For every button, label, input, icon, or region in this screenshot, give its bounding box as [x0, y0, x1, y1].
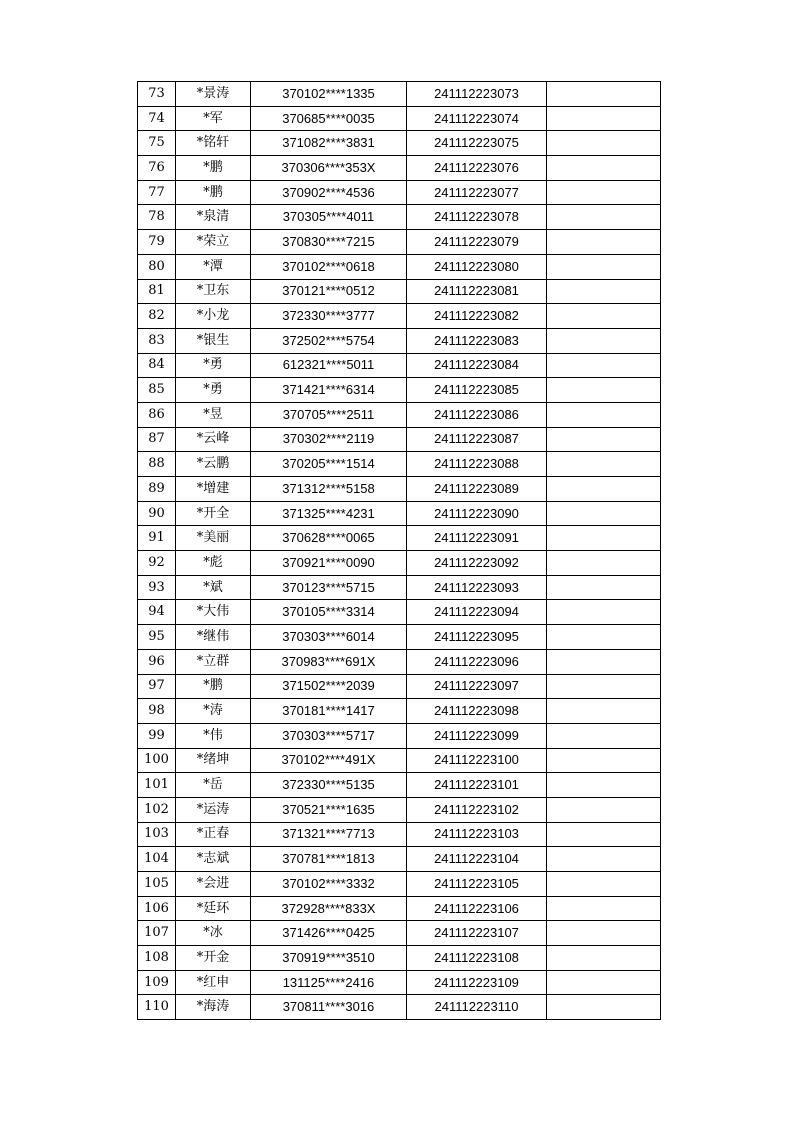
name-cell: *鹏 [176, 180, 251, 205]
note-cell [547, 748, 661, 773]
table-row [138, 575, 661, 600]
row-number-cell: 90 [138, 501, 176, 526]
ticket-number-cell: 241112223108 [407, 946, 547, 971]
name-cell: *冰 [176, 921, 251, 946]
ticket-number-cell: 241112223083 [407, 328, 547, 353]
ticket-number-cell: 241112223093 [407, 575, 547, 600]
id-number-cell: 371426****0425 [251, 921, 407, 946]
row-number-cell: 109 [138, 970, 176, 995]
row-number-cell: 93 [138, 575, 176, 600]
table-row [138, 822, 661, 847]
id-number-cell: 370628****0065 [251, 526, 407, 551]
id-number-cell: 370705****2511 [251, 402, 407, 427]
table-row [138, 946, 661, 971]
id-number-cell: 371421****6314 [251, 378, 407, 403]
note-cell [547, 477, 661, 502]
row-number-cell: 103 [138, 822, 176, 847]
ticket-number-cell: 241112223102 [407, 797, 547, 822]
row-number-cell: 82 [138, 304, 176, 329]
name-cell: *廷环 [176, 896, 251, 921]
table-row [138, 254, 661, 279]
ticket-number-cell: 241112223095 [407, 625, 547, 650]
table-row [138, 501, 661, 526]
name-cell: *立群 [176, 649, 251, 674]
row-number-cell: 88 [138, 452, 176, 477]
ticket-number-cell: 241112223094 [407, 600, 547, 625]
table-row [138, 600, 661, 625]
ticket-number-cell: 241112223086 [407, 402, 547, 427]
row-number-cell: 91 [138, 526, 176, 551]
table-row [138, 674, 661, 699]
table-row [138, 180, 661, 205]
table-row [138, 353, 661, 378]
ticket-number-cell: 241112223079 [407, 230, 547, 255]
note-cell [547, 82, 661, 107]
ticket-number-cell: 241112223098 [407, 699, 547, 724]
note-cell [547, 575, 661, 600]
table-row [138, 921, 661, 946]
ticket-number-cell: 241112223104 [407, 847, 547, 872]
name-cell: *开金 [176, 946, 251, 971]
name-cell: *云鹏 [176, 452, 251, 477]
row-number-cell: 106 [138, 896, 176, 921]
id-number-cell: 371502****2039 [251, 674, 407, 699]
table-row [138, 230, 661, 255]
name-cell: *增建 [176, 477, 251, 502]
ticket-number-cell: 241112223091 [407, 526, 547, 551]
name-cell: *涛 [176, 699, 251, 724]
row-number-cell: 76 [138, 156, 176, 181]
id-number-cell: 371325****4231 [251, 501, 407, 526]
name-cell: *岳 [176, 773, 251, 798]
ticket-number-cell: 241112223076 [407, 156, 547, 181]
note-cell [547, 106, 661, 131]
ticket-number-cell: 241112223080 [407, 254, 547, 279]
ticket-number-cell: 241112223109 [407, 970, 547, 995]
id-number-cell: 370919****3510 [251, 946, 407, 971]
note-cell [547, 131, 661, 156]
ticket-number-cell: 241112223097 [407, 674, 547, 699]
table-row [138, 378, 661, 403]
id-number-cell: 370102****1335 [251, 82, 407, 107]
name-cell: *彪 [176, 551, 251, 576]
name-cell: *志斌 [176, 847, 251, 872]
ticket-number-cell: 241112223103 [407, 822, 547, 847]
id-number-cell: 370303****6014 [251, 625, 407, 650]
note-cell [547, 402, 661, 427]
name-cell: *小龙 [176, 304, 251, 329]
note-cell [547, 526, 661, 551]
table-row [138, 82, 661, 107]
row-number-cell: 105 [138, 872, 176, 897]
row-number-cell: 89 [138, 477, 176, 502]
id-number-cell: 370830****7215 [251, 230, 407, 255]
name-cell: *昱 [176, 402, 251, 427]
note-cell [547, 180, 661, 205]
id-number-cell: 371321****7713 [251, 822, 407, 847]
row-number-cell: 75 [138, 131, 176, 156]
name-cell: *铭轩 [176, 131, 251, 156]
row-number-cell: 78 [138, 205, 176, 230]
id-number-cell: 370983****691X [251, 649, 407, 674]
id-number-cell: 370121****0512 [251, 279, 407, 304]
table-row [138, 797, 661, 822]
row-number-cell: 108 [138, 946, 176, 971]
note-cell [547, 625, 661, 650]
id-number-cell: 370781****1813 [251, 847, 407, 872]
ticket-number-cell: 241112223084 [407, 353, 547, 378]
name-cell: *继伟 [176, 625, 251, 650]
ticket-number-cell: 241112223101 [407, 773, 547, 798]
table-row [138, 205, 661, 230]
id-number-cell: 370521****1635 [251, 797, 407, 822]
id-number-cell: 370921****0090 [251, 551, 407, 576]
ticket-number-cell: 241112223110 [407, 995, 547, 1020]
name-cell: *银生 [176, 328, 251, 353]
table-row [138, 427, 661, 452]
note-cell [547, 600, 661, 625]
ticket-number-cell: 241112223096 [407, 649, 547, 674]
note-cell [547, 674, 661, 699]
row-number-cell: 74 [138, 106, 176, 131]
id-number-cell: 370102****0618 [251, 254, 407, 279]
note-cell [547, 946, 661, 971]
ticket-number-cell: 241112223107 [407, 921, 547, 946]
name-cell: *斌 [176, 575, 251, 600]
table-row [138, 156, 661, 181]
note-cell [547, 797, 661, 822]
table-row [138, 328, 661, 353]
row-number-cell: 77 [138, 180, 176, 205]
table-row [138, 970, 661, 995]
row-number-cell: 99 [138, 723, 176, 748]
name-cell: *潭 [176, 254, 251, 279]
id-number-cell: 372502****5754 [251, 328, 407, 353]
note-cell [547, 427, 661, 452]
row-number-cell: 92 [138, 551, 176, 576]
row-number-cell: 81 [138, 279, 176, 304]
table-row [138, 649, 661, 674]
id-number-cell: 131125****2416 [251, 970, 407, 995]
note-cell [547, 551, 661, 576]
note-cell [547, 921, 661, 946]
table-row [138, 452, 661, 477]
id-number-cell: 612321****5011 [251, 353, 407, 378]
id-number-cell: 372330****3777 [251, 304, 407, 329]
note-cell [547, 254, 661, 279]
name-cell: *海涛 [176, 995, 251, 1020]
note-cell [547, 847, 661, 872]
ticket-number-cell: 241112223081 [407, 279, 547, 304]
ticket-number-cell: 241112223099 [407, 723, 547, 748]
table-row [138, 995, 661, 1020]
table-row [138, 304, 661, 329]
note-cell [547, 699, 661, 724]
note-cell [547, 378, 661, 403]
id-number-cell: 370123****5715 [251, 575, 407, 600]
table-row [138, 872, 661, 897]
name-cell: *运涛 [176, 797, 251, 822]
ticket-number-cell: 241112223085 [407, 378, 547, 403]
row-number-cell: 102 [138, 797, 176, 822]
id-number-cell: 370205****1514 [251, 452, 407, 477]
ticket-number-cell: 241112223078 [407, 205, 547, 230]
note-cell [547, 649, 661, 674]
note-cell [547, 156, 661, 181]
note-cell [547, 872, 661, 897]
table-row [138, 723, 661, 748]
note-cell [547, 353, 661, 378]
name-cell: *会进 [176, 872, 251, 897]
table-row [138, 279, 661, 304]
row-number-cell: 97 [138, 674, 176, 699]
name-cell: *景涛 [176, 82, 251, 107]
note-cell [547, 822, 661, 847]
note-cell [547, 896, 661, 921]
name-cell: *开全 [176, 501, 251, 526]
name-cell: *美丽 [176, 526, 251, 551]
ticket-number-cell: 241112223088 [407, 452, 547, 477]
table-row [138, 847, 661, 872]
row-number-cell: 95 [138, 625, 176, 650]
name-cell: *鹏 [176, 674, 251, 699]
table-row [138, 625, 661, 650]
row-number-cell: 73 [138, 82, 176, 107]
row-number-cell: 101 [138, 773, 176, 798]
table-row [138, 896, 661, 921]
name-cell: *卫东 [176, 279, 251, 304]
row-number-cell: 86 [138, 402, 176, 427]
row-number-cell: 79 [138, 230, 176, 255]
id-number-cell: 370102****3332 [251, 872, 407, 897]
table-row [138, 551, 661, 576]
name-cell: *云峰 [176, 427, 251, 452]
row-number-cell: 104 [138, 847, 176, 872]
note-cell [547, 279, 661, 304]
name-cell: *绪坤 [176, 748, 251, 773]
table-row [138, 699, 661, 724]
note-cell [547, 723, 661, 748]
note-cell [547, 230, 661, 255]
note-cell [547, 452, 661, 477]
id-number-cell: 370902****4536 [251, 180, 407, 205]
note-cell [547, 328, 661, 353]
row-number-cell: 96 [138, 649, 176, 674]
id-number-cell: 370105****3314 [251, 600, 407, 625]
ticket-number-cell: 241112223073 [407, 82, 547, 107]
row-number-cell: 110 [138, 995, 176, 1020]
id-number-cell: 370302****2119 [251, 427, 407, 452]
table-row [138, 402, 661, 427]
ticket-number-cell: 241112223077 [407, 180, 547, 205]
note-cell [547, 773, 661, 798]
id-number-cell: 372330****5135 [251, 773, 407, 798]
ticket-number-cell: 241112223092 [407, 551, 547, 576]
ticket-number-cell: 241112223105 [407, 872, 547, 897]
row-number-cell: 84 [138, 353, 176, 378]
id-number-cell: 370685****0035 [251, 106, 407, 131]
id-number-cell: 370181****1417 [251, 699, 407, 724]
note-cell [547, 304, 661, 329]
row-number-cell: 100 [138, 748, 176, 773]
table-row [138, 106, 661, 131]
name-cell: *勇 [176, 353, 251, 378]
table-row [138, 748, 661, 773]
table-row [138, 773, 661, 798]
name-cell: *泉清 [176, 205, 251, 230]
id-number-cell: 371312****5158 [251, 477, 407, 502]
ticket-number-cell: 241112223089 [407, 477, 547, 502]
ticket-number-cell: 241112223087 [407, 427, 547, 452]
table-row [138, 477, 661, 502]
ticket-number-cell: 241112223100 [407, 748, 547, 773]
name-cell: *大伟 [176, 600, 251, 625]
name-cell: *荣立 [176, 230, 251, 255]
note-cell [547, 995, 661, 1020]
id-number-cell: 370811****3016 [251, 995, 407, 1020]
name-cell: *军 [176, 106, 251, 131]
row-number-cell: 83 [138, 328, 176, 353]
id-number-cell: 370305****4011 [251, 205, 407, 230]
id-number-cell: 371082****3831 [251, 131, 407, 156]
roster-table-body [138, 82, 661, 1020]
ticket-number-cell: 241112223090 [407, 501, 547, 526]
name-cell: *勇 [176, 378, 251, 403]
row-number-cell: 87 [138, 427, 176, 452]
name-cell: *正春 [176, 822, 251, 847]
row-number-cell: 107 [138, 921, 176, 946]
row-number-cell: 94 [138, 600, 176, 625]
row-number-cell: 80 [138, 254, 176, 279]
ticket-number-cell: 241112223082 [407, 304, 547, 329]
id-number-cell: 370303****5717 [251, 723, 407, 748]
id-number-cell: 370306****353X [251, 156, 407, 181]
note-cell [547, 501, 661, 526]
row-number-cell: 85 [138, 378, 176, 403]
row-number-cell: 98 [138, 699, 176, 724]
table-row [138, 526, 661, 551]
ticket-number-cell: 241112223075 [407, 131, 547, 156]
note-cell [547, 970, 661, 995]
note-cell [547, 205, 661, 230]
name-cell: *红申 [176, 970, 251, 995]
id-number-cell: 370102****491X [251, 748, 407, 773]
name-cell: *伟 [176, 723, 251, 748]
table-row [138, 131, 661, 156]
ticket-number-cell: 241112223106 [407, 896, 547, 921]
id-number-cell: 372928****833X [251, 896, 407, 921]
name-cell: *鹏 [176, 156, 251, 181]
roster-table [137, 81, 661, 1020]
ticket-number-cell: 241112223074 [407, 106, 547, 131]
